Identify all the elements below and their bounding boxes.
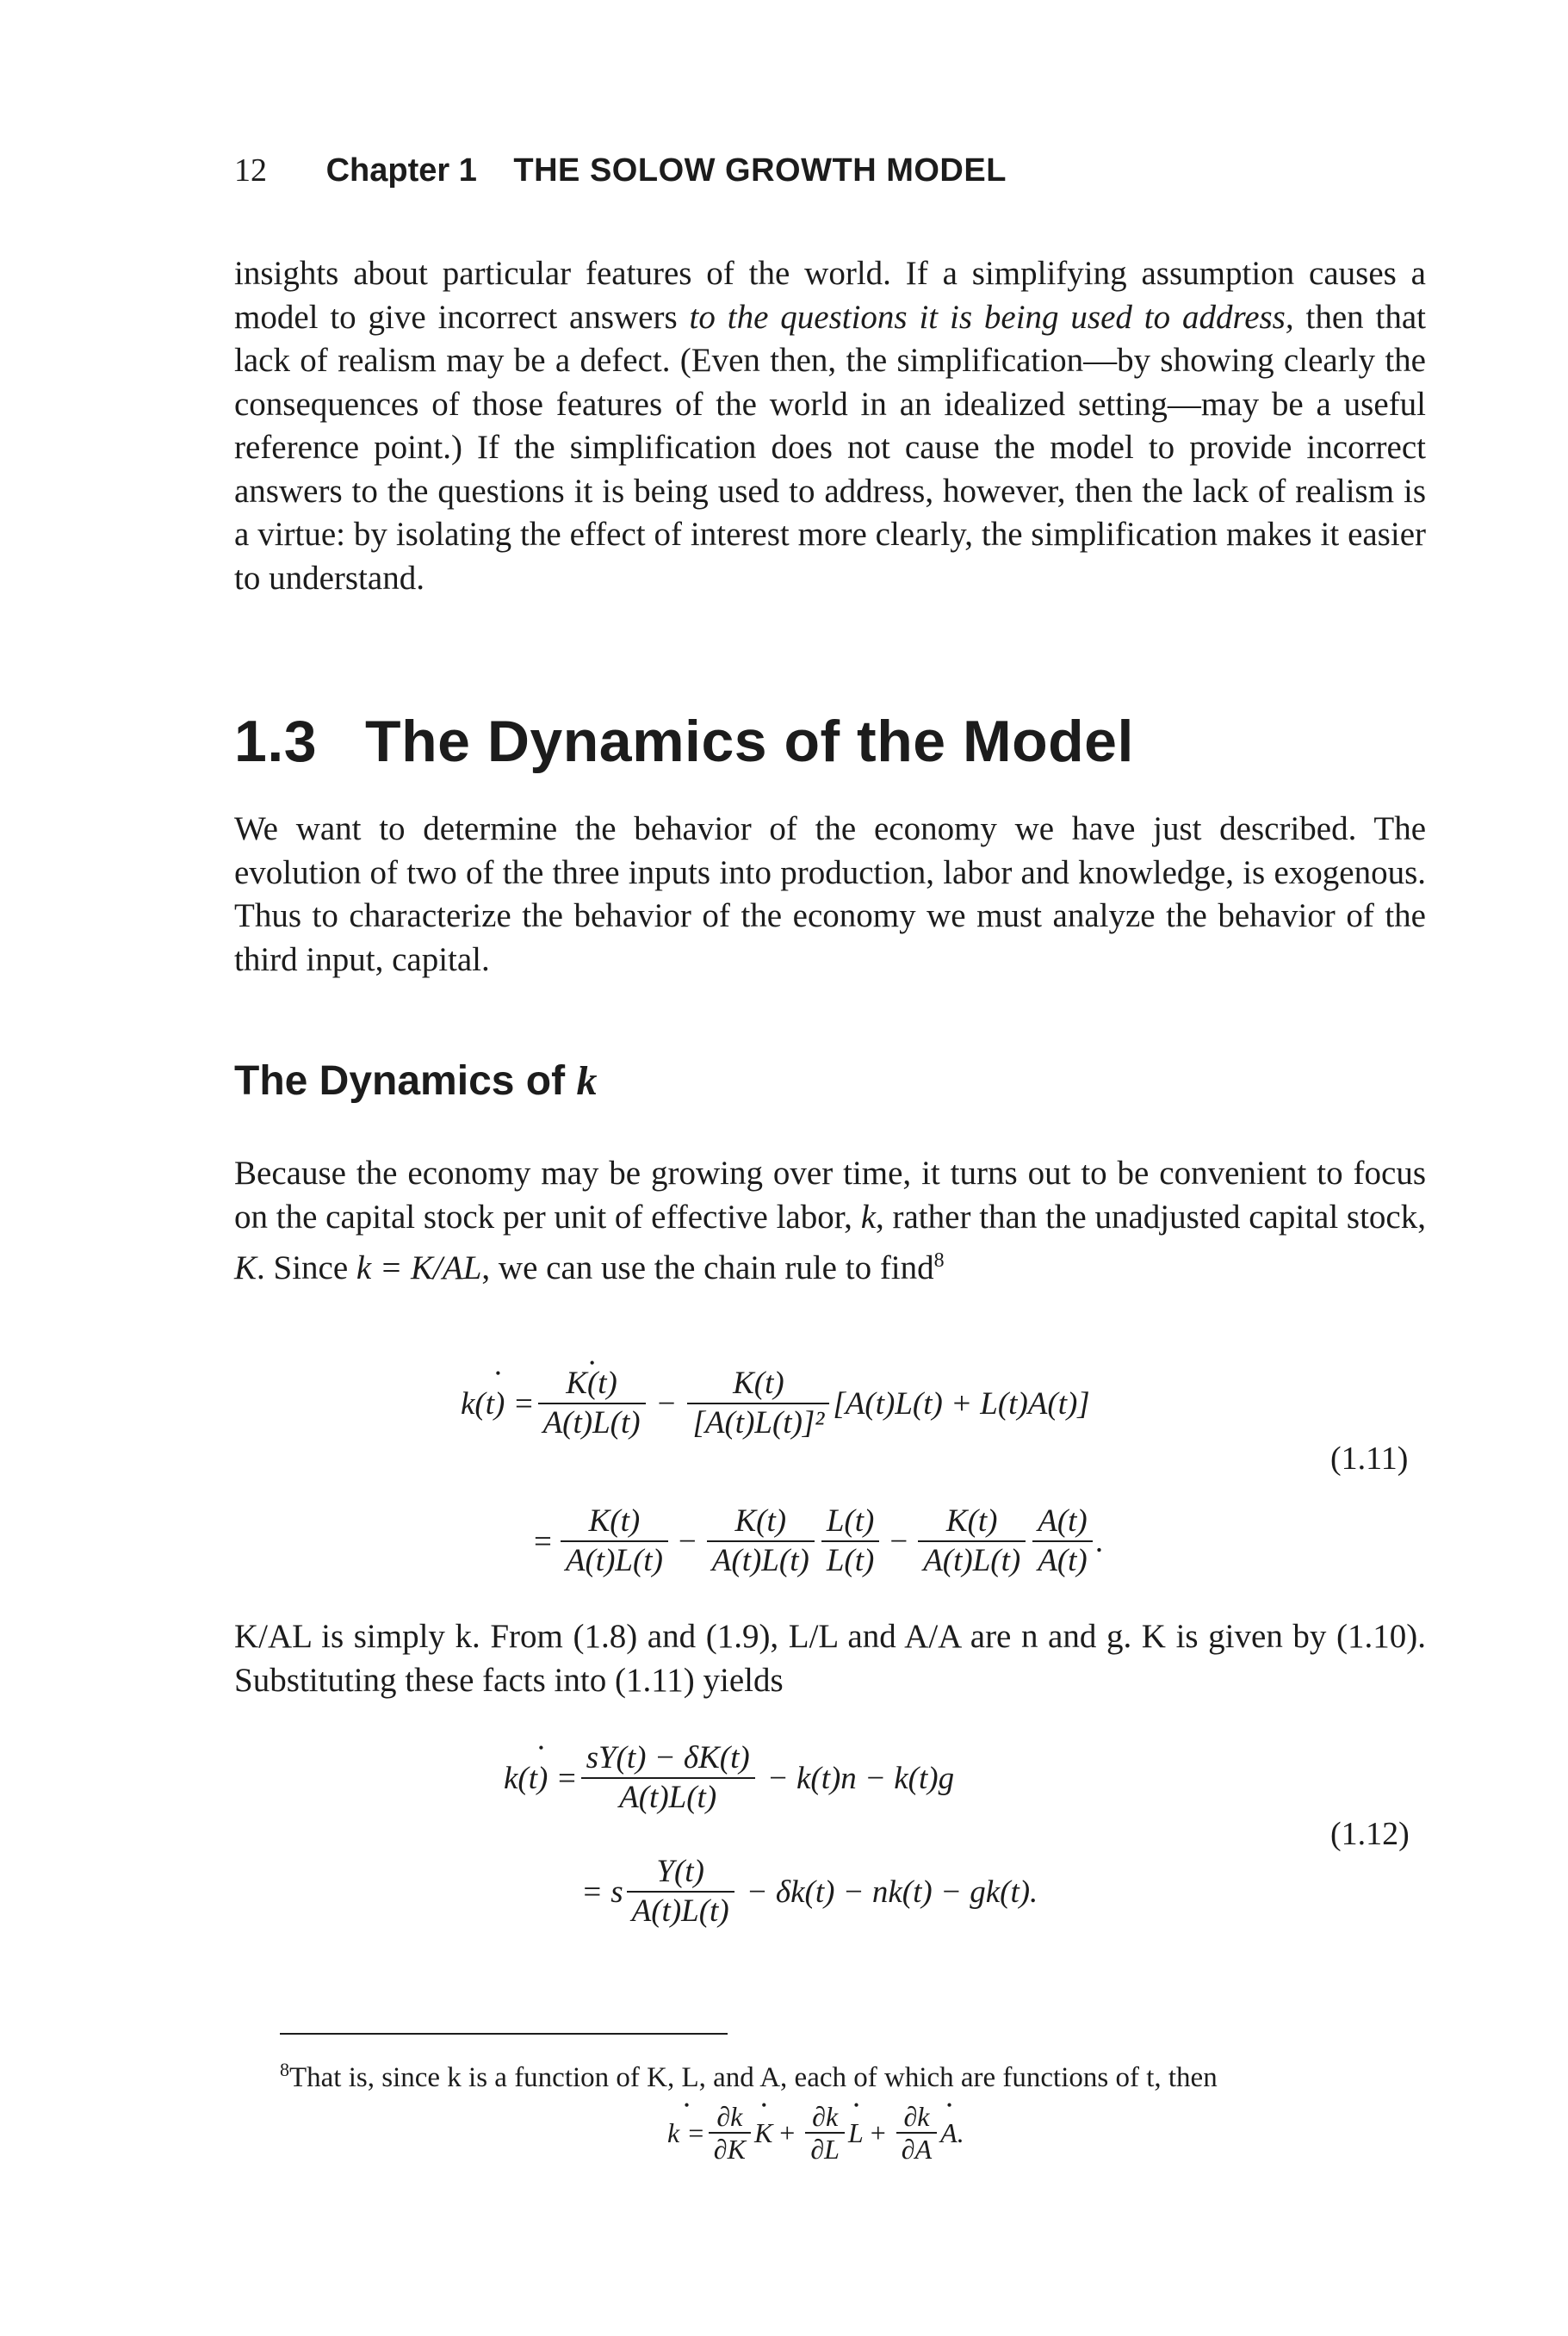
denominator: A(t)L(t) (711, 1543, 809, 1578)
equation-term: • K (754, 2117, 772, 2149)
section-heading (234, 708, 1134, 775)
numerator: sY(t) − δK(t) (581, 1739, 755, 1779)
equation-term: . (1095, 1523, 1104, 1559)
fraction (627, 1853, 734, 1930)
chapter-title: THE SOLOW GROWTH MODEL (513, 152, 1007, 189)
numerator: A(t) (1032, 1503, 1093, 1542)
equation-term: − k(t)n − k(t)g (766, 1760, 955, 1796)
inline-math: k = K/AL (356, 1249, 482, 1286)
fraction (821, 1503, 880, 1580)
denominator: A(t) (1038, 1543, 1088, 1578)
footnote-marker: 8 (280, 2059, 289, 2080)
denominator: ∂L (810, 2134, 840, 2165)
operator: + (779, 2116, 796, 2148)
numerator: K(t) (561, 1503, 668, 1542)
fraction (896, 2101, 937, 2165)
equation-line (581, 1853, 1038, 1930)
subsection-variable: k (576, 1058, 598, 1104)
denominator: ∂A (901, 2134, 933, 2165)
operator: − (889, 1523, 908, 1559)
equation-lhs: • k = (667, 2117, 705, 2149)
equation-lhs: • k(t) = (504, 1760, 578, 1797)
paragraph-text: , rather than the unadjusted capital stock, (876, 1198, 1426, 1236)
numerator: • K(t) (538, 1365, 646, 1404)
equation-term: • A (940, 2117, 958, 2149)
equation-line (461, 1365, 1090, 1442)
paragraph-intro (234, 252, 1426, 600)
running-header (234, 152, 1007, 189)
denominator: A(t)L(t) (542, 1405, 641, 1441)
operator: + (870, 2116, 886, 2148)
equation-term: − δk(t) − nk(t) − gk(t). (746, 1874, 1038, 1910)
fraction (561, 1503, 668, 1580)
chapter-label: Chapter 1 (325, 152, 477, 189)
fraction (1032, 1503, 1093, 1580)
denominator: A(t)L(t) (565, 1543, 663, 1578)
numerator: K(t) (918, 1503, 1026, 1542)
equation-term: • L (848, 2117, 864, 2149)
fraction (918, 1503, 1026, 1580)
paragraph-text: , we can use the chain rule to find (481, 1249, 934, 1286)
equation-term: = s (581, 1874, 623, 1910)
subsection-title: The Dynamics of (234, 1058, 566, 1104)
fraction (805, 2101, 845, 2165)
numerator: K(t) (687, 1365, 829, 1404)
fraction (538, 1365, 646, 1442)
paragraph-text: insights about particular features of the world. If a simplifying assumption causes a model to give incorrect answers (234, 255, 1426, 336)
fraction (707, 1503, 815, 1580)
footnote-text: That is, since k is a function of K, L, and A, each of which are functions of t, then (289, 2062, 1218, 2093)
equation-term: [A(t)L(t) + L(t)A(t)] (833, 1385, 1090, 1422)
section-number: 1.3 (234, 709, 318, 774)
equation-number: (1.12) (1330, 1816, 1410, 1852)
fraction (709, 2101, 751, 2165)
inline-math: k (860, 1198, 876, 1236)
footnote (280, 2052, 1218, 2096)
paragraph-text: Because the economy may be growing over time, it turns out to be convenient to focus on the capital stock per unit of effective labor, (234, 1155, 1426, 1236)
operator: = (534, 1523, 552, 1559)
fraction (687, 1365, 829, 1442)
fraction (581, 1739, 755, 1817)
paragraph-text: . Since (257, 1249, 356, 1286)
operator: − (678, 1523, 697, 1559)
numerator: ∂k (896, 2101, 937, 2134)
numerator: Y(t) (627, 1853, 734, 1893)
numerator: K(t) (707, 1503, 815, 1542)
equation-number: (1.11) (1330, 1441, 1409, 1477)
paragraph-substitution: K/AL is simply k. From (1.8) and (1.9), L/L and A/A are n and g. K is given by (1.10). Substituting these facts into (1.11) yields (234, 1618, 1426, 1699)
section-title: The Dynamics of the Model (365, 709, 1134, 774)
equation-line (504, 1739, 954, 1817)
numerator: ∂k (805, 2101, 845, 2134)
paragraph-k-definition (234, 1152, 1426, 1291)
paragraph-text: then that lack of realism may be a defect. (Even then, the simplification—by showing clearly the consequences of those features of the world in an idealized setting—may be a useful reference point.) If the simplification does not cause the model to provide incorrect answers to the questions it is being used to address, however, then the lack of realism is a virtue: by isolating the effect of interest more clearly, the simplification makes it easier to understand. (234, 298, 1426, 597)
operator: − (657, 1385, 676, 1422)
paragraph-dynamics: We want to determine the behavior of the economy we have just described. The evolution of two of the three inputs into production, labor and knowledge, is exogenous. Thus to characterize the behavior of the economy we must analyze the behavior of the third input, capital. (234, 810, 1426, 978)
denominator: ∂K (713, 2134, 746, 2165)
equation-lhs: • k(t) = (461, 1385, 535, 1422)
footnote-reference: 8 (933, 1249, 945, 1272)
denominator: A(t)L(t) (631, 1893, 729, 1929)
page-number: 12 (234, 152, 267, 189)
equation-line (534, 1503, 1104, 1580)
denominator: L(t) (826, 1543, 875, 1578)
denominator: [A(t)L(t)]² (692, 1405, 825, 1441)
numerator: ∂k (709, 2101, 751, 2134)
footnote-rule (280, 2033, 728, 2035)
denominator: A(t)L(t) (923, 1543, 1021, 1578)
numerator: L(t) (821, 1503, 880, 1542)
equation-line (667, 2101, 964, 2165)
denominator: A(t)L(t) (619, 1780, 717, 1815)
equation-term: . (957, 2116, 964, 2148)
inline-math: K (234, 1249, 257, 1286)
paragraph-emphasis: to the questions it is being used to address, (689, 298, 1294, 336)
subsection-heading (234, 1057, 597, 1105)
